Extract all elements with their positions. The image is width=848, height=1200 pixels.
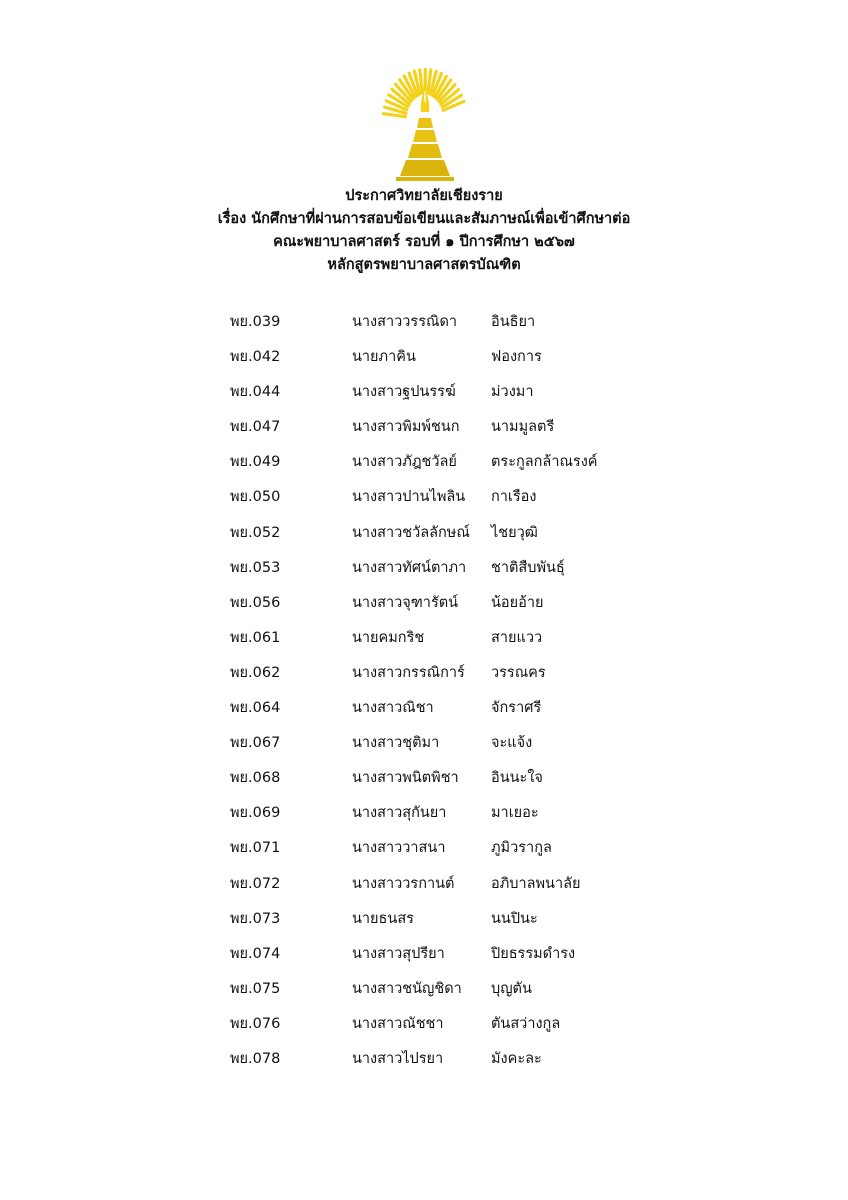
- list-item: [0, 1045, 848, 1080]
- student-first-name: นางสาวชวัลลักษณ์: [352, 524, 470, 541]
- student-last-name: ชาติสืบพันธุ์: [491, 559, 565, 576]
- student-code: พย.052: [230, 524, 281, 541]
- student-last-name: อินธิยา: [491, 314, 536, 330]
- student-first-name: นางสาวทัศน์ตาภา: [352, 559, 467, 576]
- student-first-name: นายภาคิน: [352, 349, 416, 366]
- student-code: พย.056: [230, 594, 281, 611]
- list-item: [0, 940, 848, 975]
- student-last-name: อภิบาลพนาลัย: [491, 875, 581, 892]
- student-last-name: ตระกูลกล้าณรงค์: [491, 454, 598, 471]
- student-first-name: นางสาวชนัญชิดา: [352, 980, 462, 997]
- list-item: [0, 905, 848, 940]
- student-code: พย.067: [230, 735, 281, 752]
- student-code: พย.053: [230, 559, 281, 576]
- student-first-name: นางสาวไปรยา: [352, 1050, 444, 1067]
- list-item: [0, 624, 848, 659]
- student-last-name: ฟองการ: [491, 349, 542, 366]
- student-last-name: มังคะละ: [491, 1050, 542, 1067]
- student-first-name: นางสาวณิชา: [352, 700, 434, 717]
- university-emblem-icon: [380, 68, 470, 183]
- student-first-name: นางสาวกรรณิการ์: [352, 664, 465, 681]
- emblem-graphic: [380, 68, 470, 183]
- student-first-name: นางสาวพิมพ์ชนก: [352, 419, 460, 436]
- list-item: [0, 483, 848, 518]
- student-first-name: นางสาวสุปรียา: [352, 945, 445, 962]
- student-code: พย.074: [230, 945, 281, 962]
- list-item: [0, 694, 848, 729]
- student-first-name: นายคมกริช: [352, 629, 425, 646]
- student-first-name: นางสาวชุติมา: [352, 735, 440, 752]
- student-code: พย.050: [230, 489, 281, 506]
- list-item: [0, 448, 848, 483]
- student-last-name: ม่วงมา: [491, 384, 534, 401]
- list-item: [0, 343, 848, 378]
- student-first-name: นางสาวจุฑารัตน์: [352, 594, 459, 611]
- list-item: [0, 975, 848, 1010]
- student-last-name: ตันสว่างกูล: [491, 1015, 561, 1032]
- student-first-name: นางสาววรกานต์: [352, 875, 455, 892]
- list-item: [0, 834, 848, 869]
- student-first-name: นางสาววรรณิดา: [352, 314, 457, 330]
- student-code: พย.062: [230, 664, 281, 681]
- student-code: พย.047: [230, 419, 281, 436]
- list-item: [0, 554, 848, 589]
- student-last-name: บุญตัน: [491, 980, 532, 997]
- student-last-name: จักราศรี: [491, 700, 542, 717]
- student-first-name: นางสาวปานไพลิน: [352, 489, 466, 506]
- student-last-name: ไชยวุฒิ: [491, 524, 538, 541]
- student-first-name: นางสาวพนิตพิชา: [352, 770, 459, 787]
- student-code: พย.061: [230, 629, 281, 646]
- student-last-name: ปิยธรรมดำรง: [491, 945, 576, 962]
- list-item: [0, 729, 848, 764]
- student-first-name: นางสาวฐปนรรฆ์: [352, 384, 456, 401]
- list-item: [0, 659, 848, 694]
- student-first-name: นางสาวณัชชา: [352, 1015, 444, 1032]
- student-code: พย.042: [230, 349, 281, 366]
- list-item: [0, 378, 848, 413]
- student-last-name: จะแจ้ง: [491, 735, 533, 752]
- student-code: พย.044: [230, 384, 281, 401]
- student-last-name: นนปินะ: [491, 910, 538, 927]
- emblem-ray: [384, 114, 406, 117]
- student-last-name: กาเรือง: [491, 489, 537, 506]
- student-last-name: สายแวว: [491, 629, 543, 646]
- student-code: พย.064: [230, 700, 281, 717]
- student-code: พย.075: [230, 980, 281, 997]
- header-line-college: ประกาศวิทยาลัยเชียงราย: [345, 188, 503, 204]
- student-code: พย.072: [230, 875, 281, 892]
- list-item: [0, 413, 848, 448]
- student-last-name: นามมูลตรี: [491, 419, 555, 436]
- student-last-name: ภูมิวรากูล: [491, 840, 552, 857]
- student-last-name: วรรณคร: [491, 664, 546, 681]
- student-first-name: นางสาวสุกันยา: [352, 805, 447, 822]
- header-line-subject: เรื่อง นักศึกษาที่ผ่านการสอบข้อเขียนและสัมภาษณ์เพื่อเข้าศึกษาต่อ: [217, 211, 631, 227]
- list-item: [0, 589, 848, 624]
- student-code: พย.049: [230, 454, 281, 471]
- list-item: [0, 799, 848, 834]
- list-item: [0, 519, 848, 554]
- list-item: [0, 764, 848, 799]
- student-code: พย.073: [230, 910, 281, 927]
- student-code: พย.069: [230, 805, 281, 822]
- list-item: [0, 870, 848, 905]
- student-last-name: อินนะใจ: [491, 770, 543, 787]
- student-code: พย.076: [230, 1015, 281, 1032]
- student-list: [0, 308, 848, 1080]
- list-item: [0, 308, 848, 343]
- announcement-header: [0, 185, 848, 277]
- student-code: พย.071: [230, 840, 281, 857]
- student-last-name: น้อยอ้าย: [491, 594, 544, 611]
- list-item: [0, 1010, 848, 1045]
- student-first-name: นางสาววาสนา: [352, 840, 446, 857]
- student-first-name: นางสาวภัฎชวัลย์: [352, 454, 457, 471]
- student-first-name: นายธนสร: [352, 910, 414, 927]
- student-code: พย.068: [230, 770, 281, 787]
- student-code: พย.078: [230, 1050, 281, 1067]
- student-last-name: มาเยอะ: [491, 805, 539, 822]
- student-code: พย.039: [230, 314, 281, 330]
- header-line-program: หลักสูตรพยาบาลศาสตรบัณฑิต: [327, 257, 521, 273]
- header-line-faculty: คณะพยาบาลศาสตร์ รอบที่ ๑ ปีการศึกษา ๒๕๖๗: [273, 234, 575, 250]
